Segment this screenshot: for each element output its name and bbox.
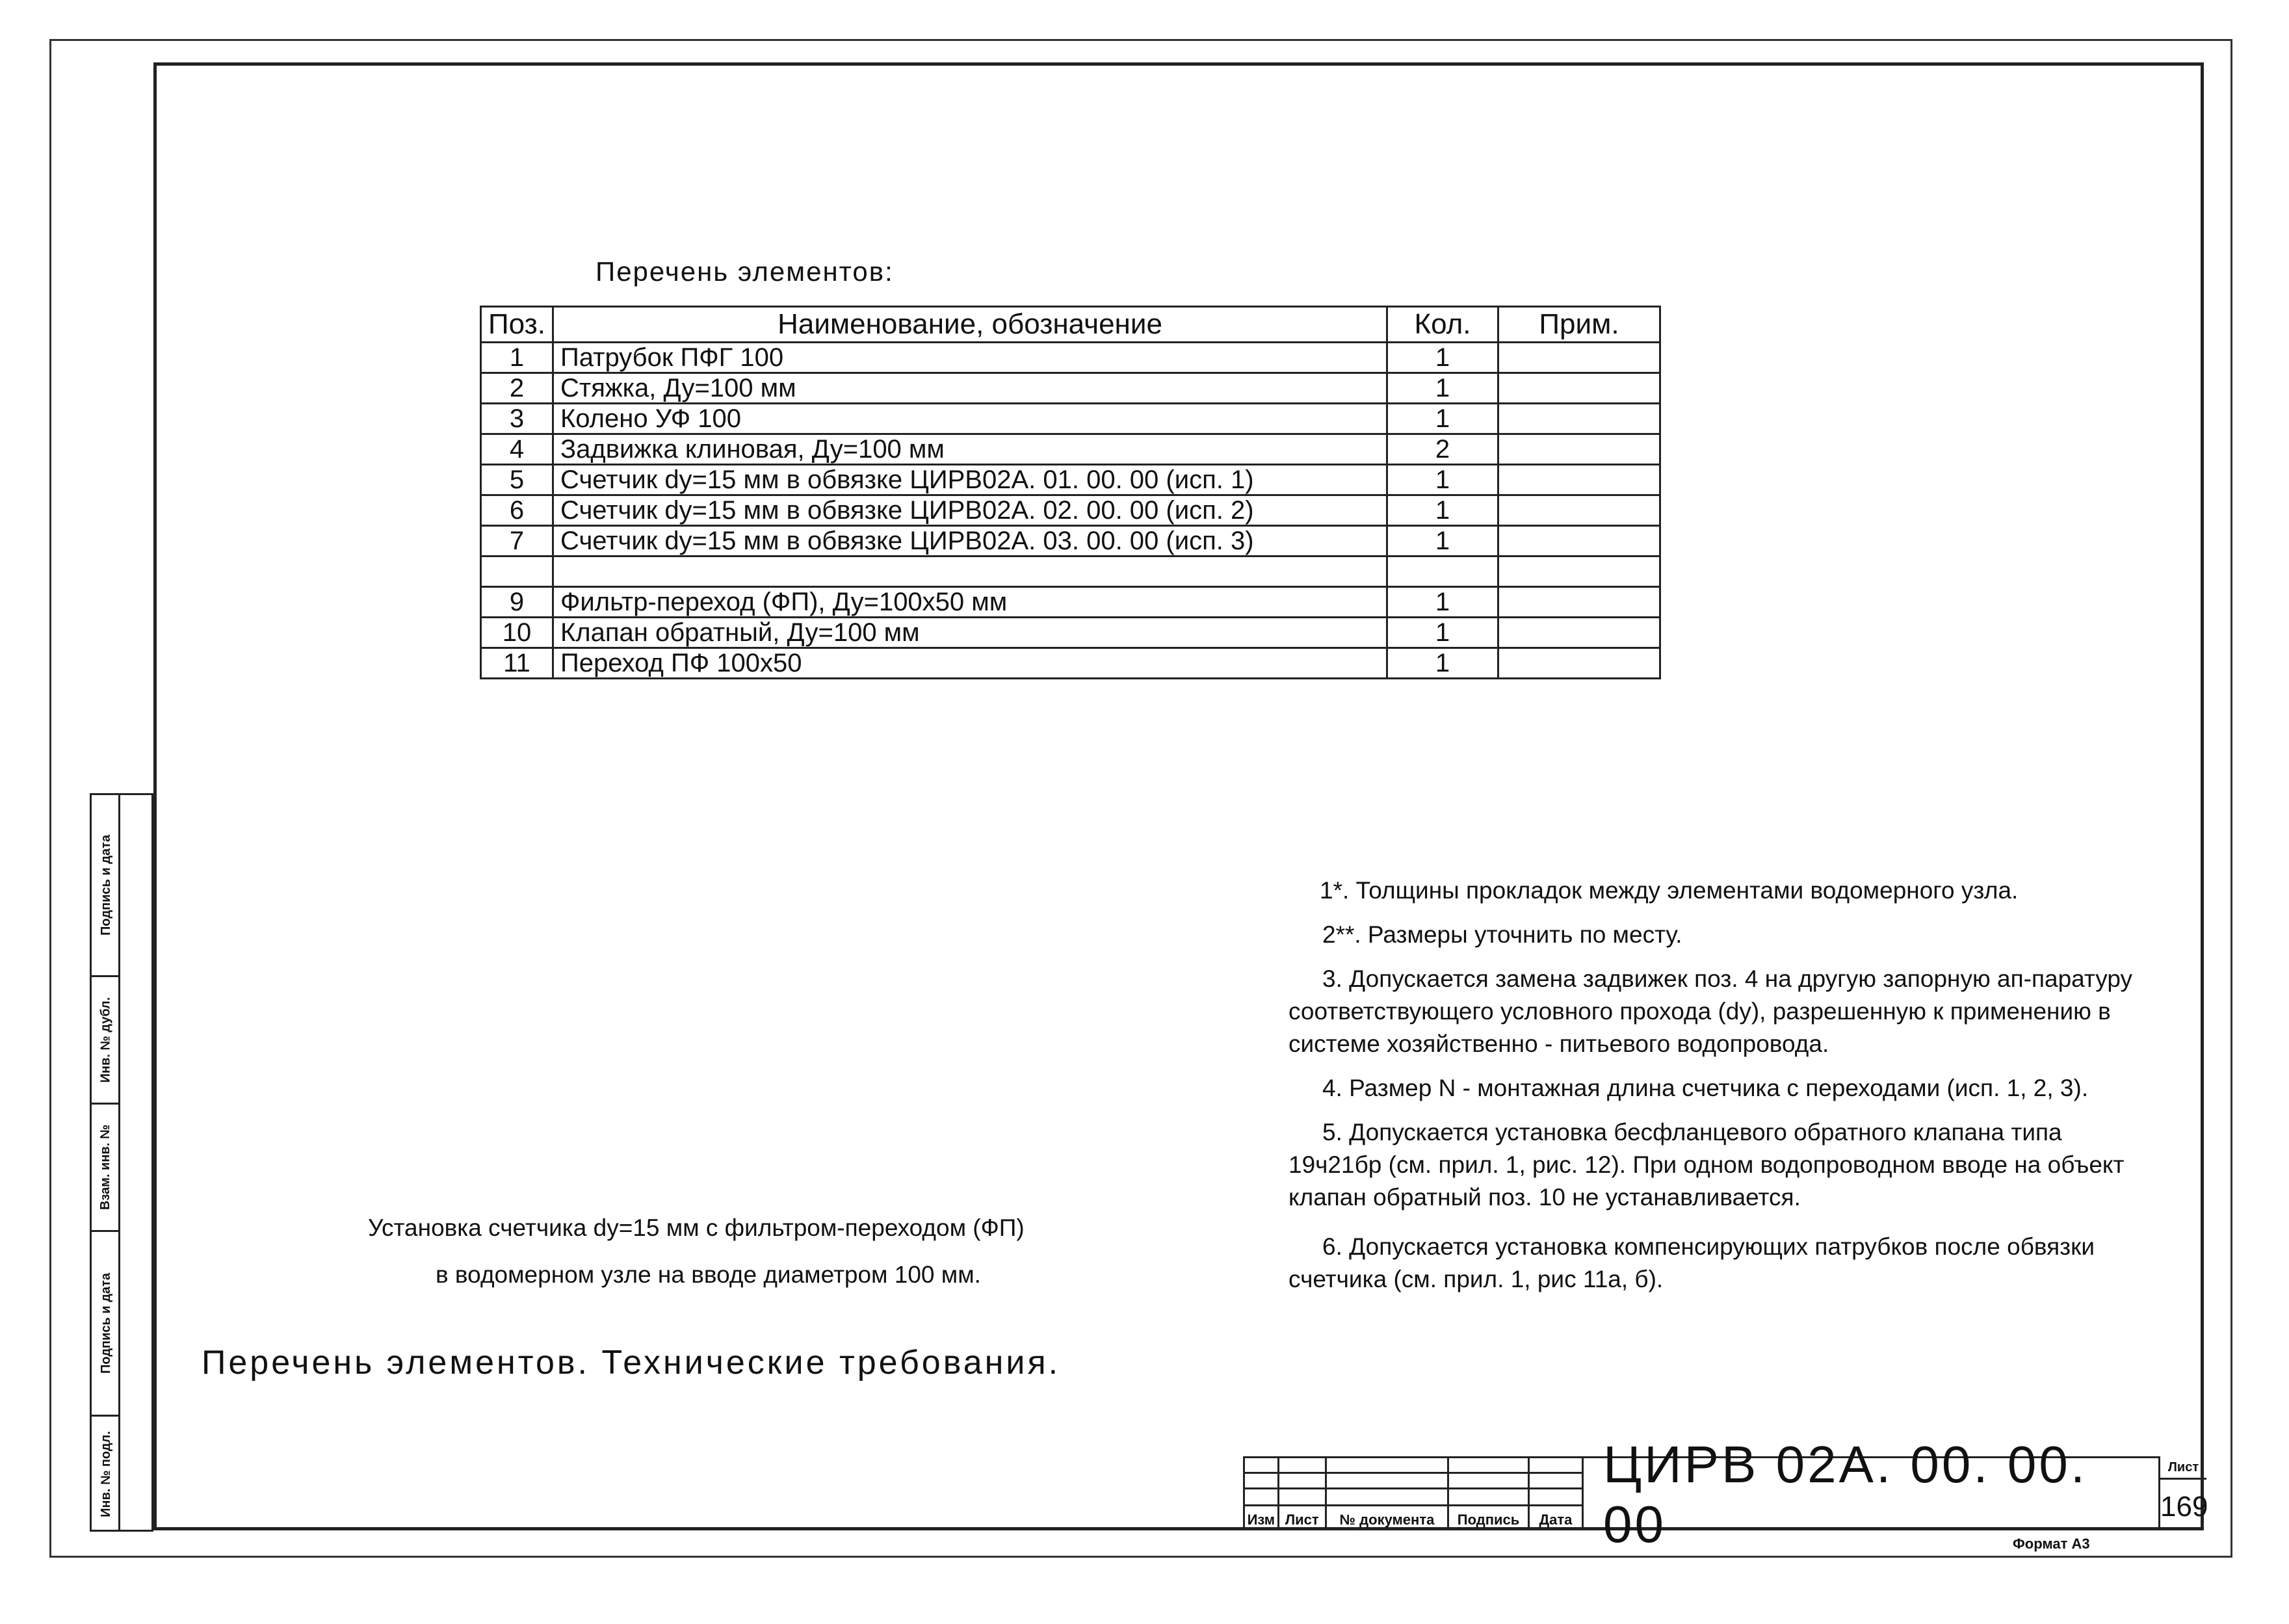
drawing-caption-line2: в водомерном узле на вводе диаметром 100 мм. <box>436 1261 981 1288</box>
header-pos: Поз. <box>481 307 553 343</box>
cell-pos: 5 <box>481 465 553 495</box>
cell-note <box>1498 618 1660 648</box>
table-row <box>481 404 1660 434</box>
cell-qty: 1 <box>1387 587 1498 618</box>
side-stamp-cell <box>92 1417 120 1532</box>
table-row <box>481 618 1660 648</box>
technical-requirements <box>1288 874 2160 1307</box>
cell-qty: 1 <box>1387 495 1498 526</box>
cell-note <box>1498 557 1660 587</box>
cell-name: Счетчик dy=15 мм в обвязке ЦИРВ02А. 01. 00. 00 (исп. 1) <box>553 465 1387 495</box>
cell-pos: 4 <box>481 434 553 465</box>
cell-qty: 1 <box>1387 404 1498 434</box>
side-stamp-cell <box>92 1232 120 1417</box>
cell-name: Счетчик dy=15 мм в обвязке ЦИРВ02А. 03. 00. 00 (исп. 3) <box>553 526 1387 557</box>
tb-col-list: Лист <box>1278 1506 1326 1530</box>
side-stamp-label: Подпись и дата <box>98 1273 113 1374</box>
cell-note <box>1498 648 1660 679</box>
cell-note <box>1498 526 1660 557</box>
cell-name: Стяжка, Ду=100 мм <box>553 373 1387 404</box>
table-row <box>481 587 1660 618</box>
side-stamp-cell <box>92 1105 120 1232</box>
tb-col-doc: № документа <box>1326 1506 1448 1530</box>
cell-note <box>1498 434 1660 465</box>
cell-note <box>1498 495 1660 526</box>
sheet-label: Лист <box>2160 1456 2206 1480</box>
element-list-table <box>480 306 1661 679</box>
cell-note <box>1498 343 1660 373</box>
note-item: 6. Допускается установка компенсирующих патрубков после обвязки счетчика (см. прил. 1, рис 11а, б). <box>1288 1233 2095 1292</box>
side-stamp-label: Взам. инв. № <box>98 1124 113 1211</box>
table-row <box>481 434 1660 465</box>
cell-pos <box>481 557 553 587</box>
drawing-frame <box>153 62 2208 1530</box>
note-item: 2**. Размеры уточнить по месту. <box>1322 921 1682 948</box>
cell-name <box>553 557 1387 587</box>
side-stamp <box>90 793 153 1532</box>
cell-pos: 2 <box>481 373 553 404</box>
table-row <box>481 343 1660 373</box>
cell-name: Колено УФ 100 <box>553 404 1387 434</box>
table-row <box>481 557 1660 587</box>
side-stamp-cell <box>92 795 120 977</box>
side-stamp-cell <box>92 977 120 1105</box>
cell-name: Переход ПФ 100х50 <box>553 648 1387 679</box>
side-stamp-label: Подпись и дата <box>98 835 113 936</box>
cell-qty: 1 <box>1387 618 1498 648</box>
cell-note <box>1498 404 1660 434</box>
cell-pos: 1 <box>481 343 553 373</box>
cell-pos: 10 <box>481 618 553 648</box>
cell-qty <box>1387 557 1498 587</box>
title-block-revisions <box>1243 1456 1584 1530</box>
cell-pos: 7 <box>481 526 553 557</box>
side-stamp-label: Инв. № дубл. <box>98 997 113 1083</box>
tb-col-izm: Изм <box>1244 1506 1279 1530</box>
cell-qty: 2 <box>1387 434 1498 465</box>
cell-note <box>1498 465 1660 495</box>
side-stamp-label: Инв. № подл. <box>98 1431 113 1517</box>
cell-qty: 1 <box>1387 465 1498 495</box>
cell-name: Патрубок ПФГ 100 <box>553 343 1387 373</box>
cell-name: Фильтр-переход (ФП), Ду=100х50 мм <box>553 587 1387 618</box>
cell-qty: 1 <box>1387 343 1498 373</box>
header-qty: Кол. <box>1387 307 1498 343</box>
title-block-sheet <box>2158 1456 2206 1530</box>
cell-qty: 1 <box>1387 373 1498 404</box>
note-item: 3. Допускается замена задвижек поз. 4 на другую запорную ап-паратуру соответствующего условного прохода (dy), разрешенную к применению в системе хозяйственно - питьевого водопровода. <box>1288 965 2133 1057</box>
cell-name: Клапан обратный, Ду=100 мм <box>553 618 1387 648</box>
note-item: 5. Допускается установка бесфланцевого обратного клапана типа 19ч21бр (см. прил. 1, рис. 12). При одном водопроводном вводе на объект клапан обратный поз. 10 не устанавливается. <box>1288 1119 2125 1211</box>
header-name: Наименование, обозначение <box>553 307 1387 343</box>
table-row <box>481 495 1660 526</box>
cell-pos: 9 <box>481 587 553 618</box>
cell-note <box>1498 587 1660 618</box>
table-header-row <box>481 307 1660 343</box>
cell-name: Задвижка клиновая, Ду=100 мм <box>553 434 1387 465</box>
cell-qty: 1 <box>1387 648 1498 679</box>
cell-pos: 11 <box>481 648 553 679</box>
note-item: 1*. Толщины прокладок между элементами водомерного узла. <box>1320 877 2019 904</box>
element-list-title: Перечень элементов: <box>595 256 894 287</box>
note-item: 4. Размер N - монтажная длина счетчика с переходами (исп. 1, 2, 3). <box>1322 1075 2089 1101</box>
table-row <box>481 465 1660 495</box>
tb-col-date: Дата <box>1528 1506 1582 1530</box>
format-label: Формат А3 <box>2013 1536 2090 1552</box>
table-row <box>481 526 1660 557</box>
sheet-heading: Перечень элементов. Технические требования. <box>202 1344 1061 1382</box>
drawing-caption-line1: Установка счетчика dy=15 мм с фильтром-переходом (ФП) <box>368 1214 1025 1241</box>
side-stamp-labels <box>92 795 120 1530</box>
cell-pos: 6 <box>481 495 553 526</box>
document-code: ЦИРВ 02А. 00. 00. 00 <box>1603 1435 2088 1553</box>
header-note: Прим. <box>1498 307 1660 343</box>
cell-note <box>1498 373 1660 404</box>
sheet-number: 169 <box>2160 1491 2208 1523</box>
tb-col-sign: Подпись <box>1448 1506 1529 1530</box>
cell-qty: 1 <box>1387 526 1498 557</box>
cell-name: Счетчик dy=15 мм в обвязке ЦИРВ02А. 02. 00. 00 (исп. 2) <box>553 495 1387 526</box>
table-row <box>481 373 1660 404</box>
cell-pos: 3 <box>481 404 553 434</box>
table-row <box>481 648 1660 679</box>
